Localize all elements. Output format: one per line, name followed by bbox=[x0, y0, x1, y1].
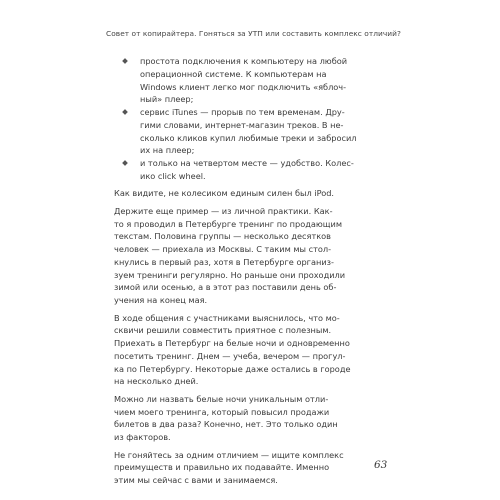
text-line: посетить тренинг. Днем — учеба, вечером — прогул- bbox=[114, 350, 346, 361]
list-item bbox=[114, 157, 394, 183]
text-line: кнулись в первый раз, хотя в Петербурге организ- bbox=[114, 256, 334, 267]
text-line: Держите еще пример — из личной практики. Как- bbox=[114, 205, 333, 216]
text-line: ка по Петербургу. Некоторые даже остались в городе bbox=[114, 363, 351, 374]
text-line: ико click wheel. bbox=[140, 170, 206, 181]
text-line: сервис iTunes — прорыв по тем временам. Дру- bbox=[140, 107, 345, 117]
text-line: Windows клиент легко мог подключить «яблоч- bbox=[140, 81, 347, 92]
text-line: текстам. Половина группы — несколько десятков bbox=[114, 231, 331, 242]
text-line: из факторов. bbox=[114, 432, 171, 443]
list-item bbox=[114, 106, 394, 157]
page-body bbox=[114, 55, 394, 487]
paragraph bbox=[114, 187, 394, 200]
text-line: билетов в два раза? Конечно, нет. Это только один bbox=[114, 419, 338, 430]
list-item bbox=[114, 55, 394, 106]
text-line: зуем тренинги регулярно. Но раньше они проходили bbox=[114, 269, 346, 280]
text-line: и только на четвертом месте — удобство. Колес- bbox=[140, 158, 354, 168]
text-line: Можно ли назвать белые ночи уникальным отли- bbox=[114, 393, 329, 404]
text-line: гими словами, интернет-магазин треков. В не- bbox=[140, 119, 344, 130]
text-line: простота подключения к компьютеру на любой bbox=[140, 56, 348, 66]
text-line: Как видите, не колесиком единым силен был iPod. bbox=[114, 188, 335, 199]
text-line: этим мы сейчас с вами и занимаемся. bbox=[114, 475, 278, 486]
text-line: человек — приехала из Москвы. С таким мы стол- bbox=[114, 244, 332, 255]
text-line: на несколько дней. bbox=[114, 376, 199, 387]
paragraph bbox=[114, 393, 394, 444]
text-line: учения на конец мая. bbox=[114, 295, 208, 306]
text-line: чием моего тренинга, который повысил продажи bbox=[114, 406, 330, 417]
text-line: Не гоняйтесь за одним отличием — ищите комплекс bbox=[114, 449, 344, 460]
text-line: сквичи решили совместить приятное с полезным. bbox=[114, 325, 332, 336]
text-line: В ходе общения с участниками выяснилось, что мо- bbox=[114, 312, 340, 323]
paragraph bbox=[114, 312, 394, 389]
text-line: их на плеер; bbox=[140, 145, 195, 156]
paragraph bbox=[114, 449, 394, 487]
text-line: ный» плеер; bbox=[140, 94, 194, 105]
running-head: Совет от копирайтера. Гоняться за УТП или составить комплекс отличий? bbox=[106, 29, 401, 38]
text-line: Приехать в Петербург на белые ночи и одновременно bbox=[114, 338, 350, 349]
text-line: зимой или осенью, а в этот раз поставили день об- bbox=[114, 282, 337, 293]
text-line: сколько кликов купил любимые треки и забросил bbox=[140, 132, 357, 143]
text-line: операционной системе. К компьютерам на bbox=[140, 68, 327, 79]
paragraph bbox=[114, 205, 394, 307]
page-number: 63 bbox=[374, 459, 388, 471]
text-line: преимуществ и правильно их подавайте. Именно bbox=[114, 462, 330, 473]
text-line: то я проводил в Петербурге тренинг по продающим bbox=[114, 218, 343, 229]
